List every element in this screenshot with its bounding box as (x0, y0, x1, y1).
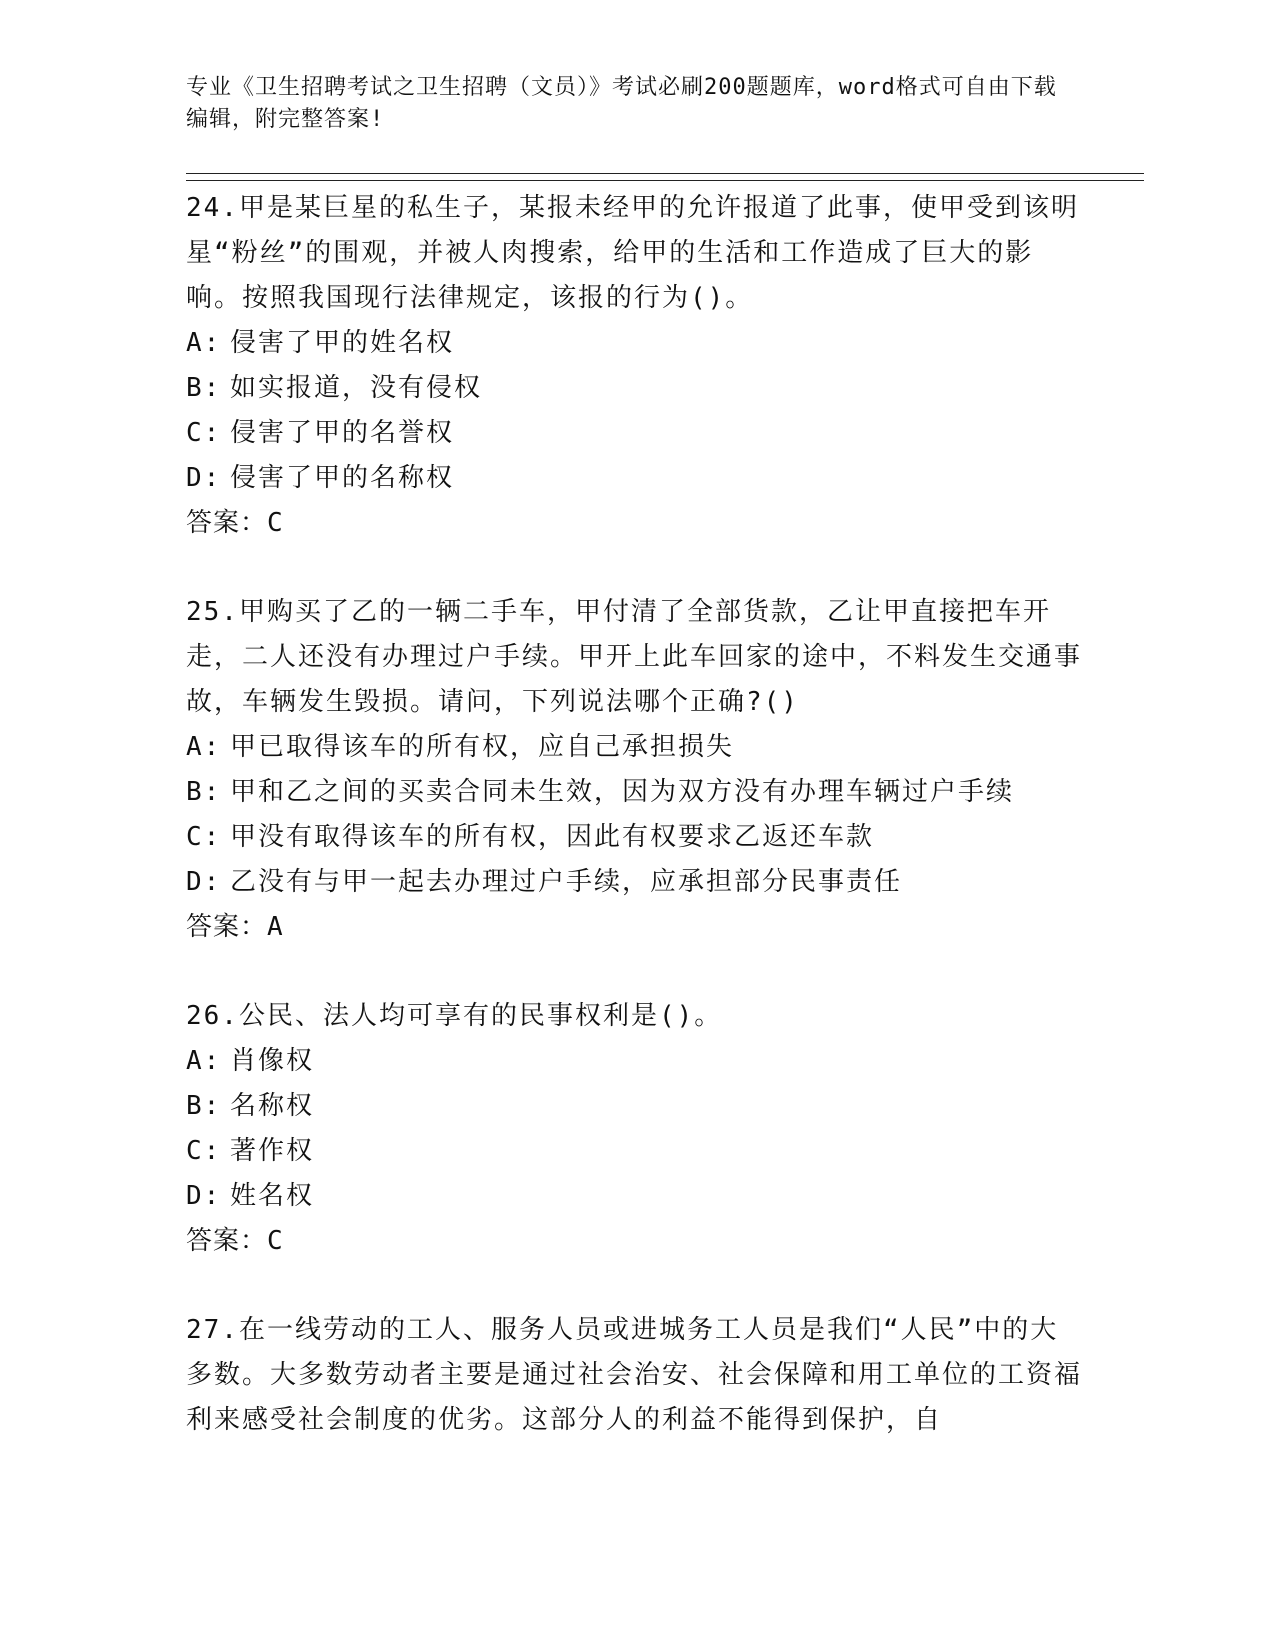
option-c (186, 1129, 1086, 1174)
option-text: 甲和乙之间的买卖合同未生效，因为双方没有办理车辆过户手续 (230, 777, 1015, 807)
document-header: 专业《卫生招聘考试之卫生招聘（文员）》考试必刷200题题库，word格式可自由下载编辑，附完整答案! (186, 75, 1057, 132)
question-stem: 24.甲是某巨星的私生子，某报未经甲的允许报道了此事，使甲受到该明星“粉丝”的围观，并被人肉搜索，给甲的生活和工作造成了巨大的影响。按照我国现行法律规定，该报的行为()。 (186, 193, 1079, 313)
answer-label: 答案： (186, 508, 268, 538)
option-key: D: (186, 867, 222, 897)
option-key: A: (186, 328, 222, 358)
option-key: B: (186, 777, 222, 807)
option-text: 甲已取得该车的所有权，应自己承担损失 (230, 732, 735, 762)
option-key: D: (186, 1181, 222, 1211)
option-key: B: (186, 1091, 222, 1121)
option-text: 如实报道，没有侵权 (230, 373, 483, 403)
option-b (186, 770, 1086, 815)
question-24 (186, 186, 1086, 546)
option-d (186, 860, 1086, 905)
answer-label: 答案： (186, 1226, 268, 1256)
option-key: C: (186, 822, 222, 852)
question-list (186, 186, 1086, 1487)
option-a (186, 1039, 1086, 1084)
option-c (186, 815, 1086, 860)
option-text: 肖像权 (230, 1046, 315, 1076)
option-a (186, 725, 1086, 770)
answer-line (186, 501, 1086, 546)
option-key: C: (186, 418, 222, 448)
question-27 (186, 1308, 1086, 1443)
option-d (186, 1174, 1086, 1219)
question-25 (186, 590, 1086, 950)
option-text: 姓名权 (230, 1181, 315, 1211)
option-key: B: (186, 373, 222, 403)
option-text: 侵害了甲的名誉权 (230, 418, 455, 448)
option-key: A: (186, 1046, 222, 1076)
question-stem: 25.甲购买了乙的一辆二手车，甲付清了全部货款，乙让甲直接把车开走，二人还没有办理过户手续。甲开上此车回家的途中，不料发生交通事故，车辆发生毁损。请问，下列说法哪个正确?() (186, 597, 1083, 717)
option-key: D: (186, 463, 222, 493)
option-text: 甲没有取得该车的所有权，因此有权要求乙返还车款 (230, 822, 875, 852)
question-stem: 27.在一线劳动的工人、服务人员或进城务工人员是我们“人民”中的大多数。大多数劳动者主要是通过社会治安、社会保障和用工单位的工资福利来感受社会制度的优劣。这部分人的利益不能得到保护，自 (186, 1315, 1083, 1435)
option-text: 侵害了甲的名称权 (230, 463, 455, 493)
header-rule-bottom (186, 180, 1144, 181)
option-key: C: (186, 1136, 222, 1166)
option-text: 著作权 (230, 1136, 315, 1166)
option-text: 名称权 (230, 1091, 315, 1121)
answer-value: C (267, 1226, 284, 1256)
option-text: 侵害了甲的姓名权 (230, 328, 455, 358)
answer-line (186, 905, 1086, 950)
answer-value: A (267, 912, 284, 942)
option-c (186, 411, 1086, 456)
option-text: 乙没有与甲一起去办理过户手续，应承担部分民事责任 (230, 867, 903, 897)
option-key: A: (186, 732, 222, 762)
option-d (186, 456, 1086, 501)
question-26 (186, 994, 1086, 1264)
answer-value: C (267, 508, 284, 538)
option-b (186, 366, 1086, 411)
answer-label: 答案： (186, 912, 268, 942)
answer-line (186, 1219, 1086, 1264)
option-b (186, 1084, 1086, 1129)
option-a (186, 321, 1086, 366)
question-stem: 26.公民、法人均可享有的民事权利是()。 (186, 1001, 723, 1031)
header-rule-top (186, 173, 1144, 174)
